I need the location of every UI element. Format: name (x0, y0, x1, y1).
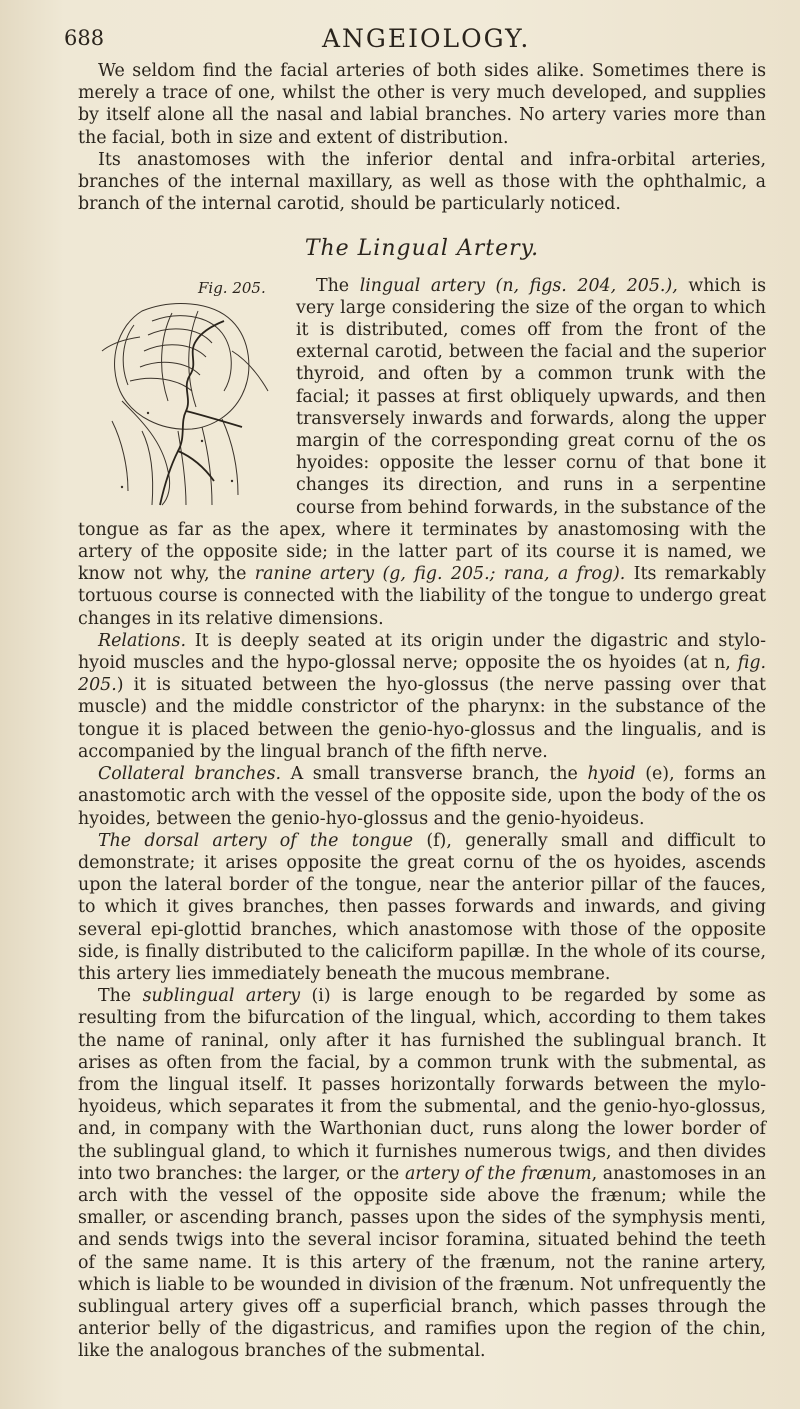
paragraph-anastomoses: Its anastomoses with the inferior dental and infra-orbital arteries, branches of the internal maxillary, as well as those with the ophthalmic, a branch of the internal carotid, should be particularly noticed. (78, 149, 766, 215)
dorsal-text: generally small and difficult to demonstrate; it arises opposite the great cornu of the os hyoides, ascends upon the lateral border of the tongue, near the anterior pillar of the fauces, to which it gives branches, then passes forwards and inwards, and giving several epi-glottid branches, which anastomose with those of the opposite side, is finally distributed to the caliciform papillæ. In the whole of its course, this artery lies immediately beneath the mucous membrane. (78, 830, 767, 984)
paragraph-relations (78, 630, 766, 763)
lingual-term: lingual artery (359, 275, 485, 296)
sublingual-lead: The (98, 986, 143, 1007)
relations-text-b: ) it is situated between the hyo-glossus (the nerve passing over that muscle) and the middle constrictor of the pharynx: in the substance of the tongue it is placed between the genio-hyo-glossus and the lingualis, and is accompanied by the lingual branch of the fifth nerve. (78, 675, 766, 762)
paragraph-lingual-intro (78, 275, 766, 630)
paragraph-collateral (78, 763, 766, 830)
collateral-text-a: A small transverse branch, the (281, 764, 588, 785)
lingual-intro-c: Its remarkably tortuous course is connected with the liability of the tongue to undergo great changes in its relative dimensions. (78, 564, 766, 629)
relations-text-a: It is deeply seated at its origin under the digastric and stylo-hyoid muscles and the hypo-glossal nerve; opposite the os hyoides (at n, (78, 630, 766, 674)
sublingual-term: sublingual artery (142, 986, 301, 1007)
sublingual-text-b: , anastomoses in an arch with the vessel of the opposite side above the frænum; while the smaller, or ascending branch, passes upon the sides of the symphysis menti, and sends twigs into the several incisor foramina, situated behind the teeth of the same name. It is this artery of the frænum, not the ranine artery, which is liable to be wounded in division of the frænum. Not unfrequently the sublingual artery gives off a superficial branch, which passes through the anterior belly of the digastricus, and ramifies upon the region of the chin, like the analogous branches of the submental. (78, 1163, 766, 1362)
lingual-intro-b: which is very large considering the size of the organ to which it is distributed, comes off from the front of the external carotid, between the facial and the superior thyroid, and often by a common trunk with the facial; it passes at first obliquely upwards, and then transversely inwards and forwards, along the upper margin of the corresponding great cornu of the os hyoides: opposite the lesser cornu of that bone it changes its direction, and runs in a serpentine course from behind forwards, in the substance of the tongue as far as the apex, where it terminates by anastomosing with the artery of the opposite side; in the latter part of its course it is named, we know not why, the (78, 275, 767, 585)
paragraph-facial-variation: We seldom find the facial arteries of both sides alike. Sometimes there is merely a trace of one, whilst the other is very much developed, and supplies by itself alone all the nasal and labial branches. No artery varies more than the facial, both in size and extent of distribution. (78, 61, 766, 148)
page-number: 688 (64, 26, 105, 50)
paragraph-dorsal (78, 830, 766, 985)
hyoid-term: hyoid (587, 764, 636, 785)
sublingual-text-a: (i) is large enough to be regarded by some as resulting from the bifurcation of the lingual, which, according to them takes the name of raninal, only after it has furnished the sublingual branch. It arises as often from the facial, by a common trunk with the submental, as from the lingual itself. It passes horizontally forwards between the mylo-hyoideus, which separates it from the submental, and the genio-hyo-glossus, and, in company with the Warthonian duct, runs along the lower border of the sublingual gland, to which it furnishes numerous twigs, and then divides into two branches: the larger, or the (78, 986, 766, 1184)
ranine-ref: (g, fig. 205.; rana, a frog). (374, 564, 626, 585)
frenum-term: artery of the frænum (404, 1163, 592, 1184)
paragraph-sublingual (78, 985, 766, 1362)
dorsal-term: The dorsal artery of the tongue (98, 830, 414, 851)
relations-label: Relations. (98, 630, 186, 651)
dorsal-ref: (f), (413, 830, 452, 851)
body-text (78, 60, 766, 1363)
lingual-intro-a: The (316, 275, 360, 296)
running-head: ANGEIOLOGY. (322, 24, 531, 53)
page-header (64, 26, 724, 56)
relations-ref: fig. 205. (78, 653, 766, 696)
ranine-term: ranine artery (254, 564, 375, 585)
figure-205 (78, 277, 284, 511)
collateral-label: Collateral branches. (98, 764, 282, 785)
section-title: The Lingual Artery. (304, 236, 540, 262)
figure-label: Fig. 205. (198, 278, 266, 297)
tongue-illustration (82, 291, 282, 509)
lingual-ref: (n, figs. 204, 205.), (484, 275, 678, 296)
collateral-text-b: (e), forms an anastomotic arch with the vessel of the opposite side, upon the body of the os hyoides, between the genio-hyo-glossus and the genio-hyoideus. (78, 764, 766, 829)
